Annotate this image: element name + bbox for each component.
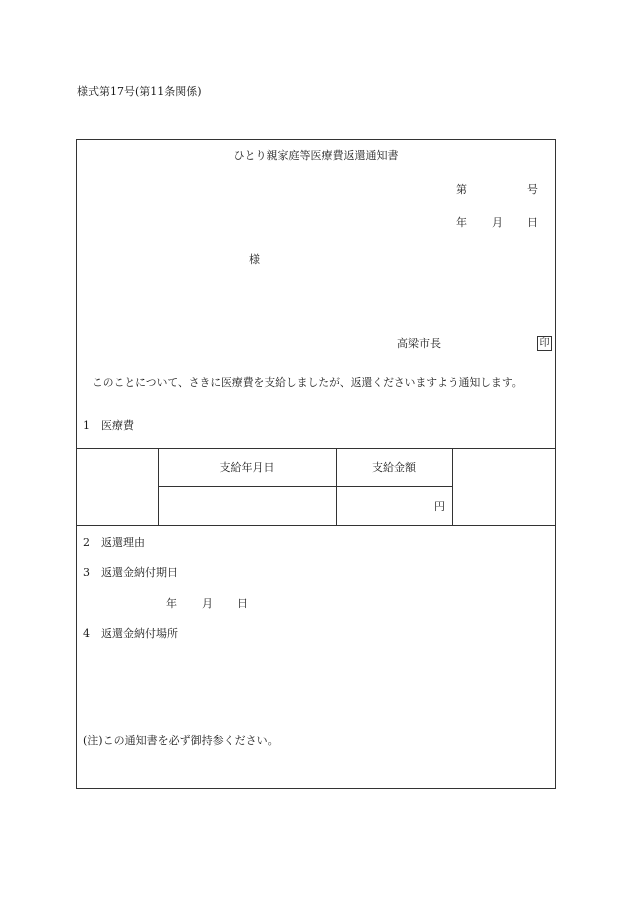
section-payment-deadline: 3 返還金納付期日 [83,566,178,579]
table-header-date: 支給年月日 [219,461,275,474]
table-col-divider-2 [336,448,337,525]
issue-date-month: 月 [492,216,503,229]
body-text: このことについて、さきに医療費を支給しましたが、返還くださいますよう通知します。 [92,376,523,389]
seal-mark: 印 [537,336,552,351]
table-bottom-border [76,525,556,526]
document-title: ひとり親家庭等医療費返還通知書 [233,149,399,162]
deadline-month: 月 [202,597,213,610]
issue-date-year: 年 [456,216,467,229]
table-header-amount: 支給金額 [372,461,416,474]
table-col-divider-3 [452,448,453,525]
addressee-honorific: 様 [249,253,260,266]
issue-date-day: 日 [527,216,538,229]
form-number: 様式第17号(第11条関係) [77,85,202,98]
section-medical-expense: 1 医療費 [83,419,134,432]
note-text: (注)この通知書を必ず御持参ください。 [83,734,279,747]
doc-number-prefix: 第 [456,183,467,196]
section-payment-place: 4 返還金納付場所 [83,627,178,640]
section-return-reason: 2 返還理由 [83,536,145,549]
deadline-day: 日 [237,597,248,610]
doc-number-suffix: 号 [527,183,538,196]
deadline-year: 年 [166,597,177,610]
table-row-divider [158,486,452,487]
table-currency-unit: 円 [434,500,445,513]
table-top-border [76,448,556,449]
table-col-divider-1 [158,448,159,525]
issuer-name: 高梁市長 [397,337,441,350]
